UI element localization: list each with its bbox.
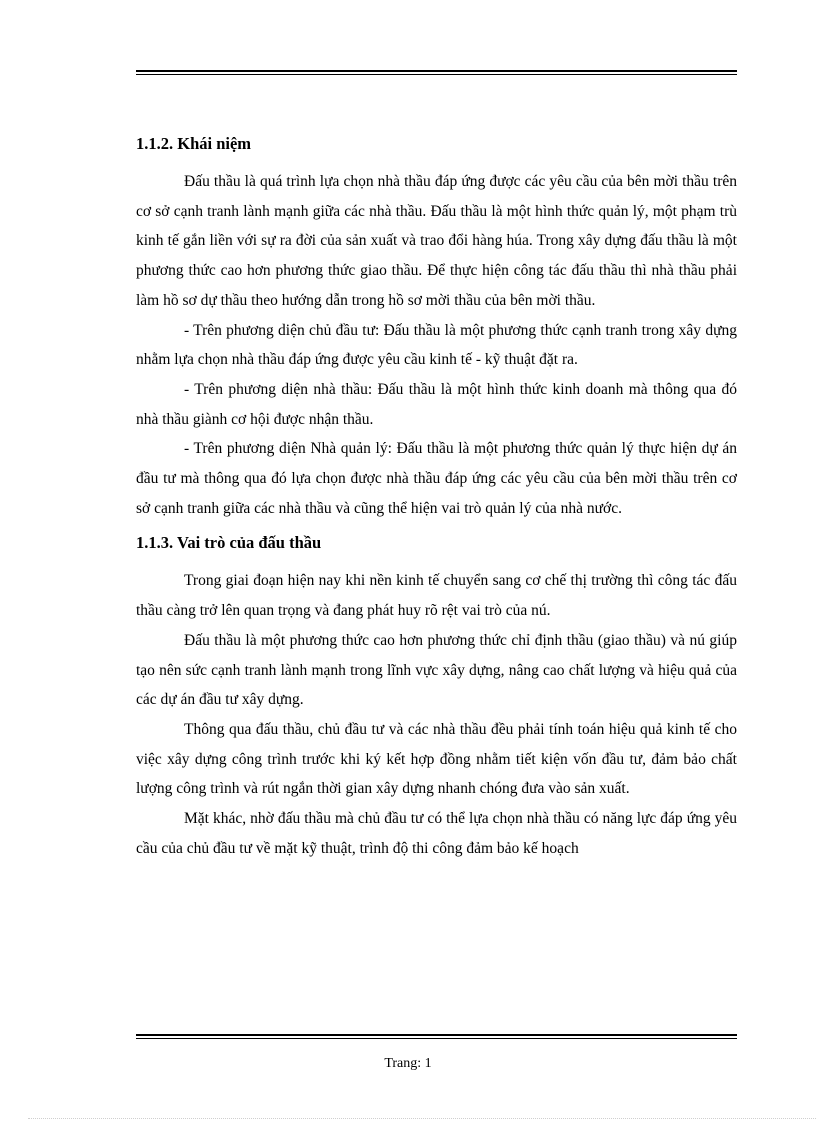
paragraph: Trong giai đoạn hiện nay khi nền kinh tế chuyển sang cơ chế thị trường thì công tác đấu thầu càng trở lên quan trọng và đang phát huy rõ rệt vai trò của nú. (136, 572, 737, 620)
paragraph: - Trên phương diện nhà thầu: Đấu thầu là một hình thức kinh doanh mà thông qua đó nhà thầu giành cơ hội được nhận thầu. (136, 380, 737, 428)
section-heading-vai-tro: 1.1.3. Vai trò của đấu thầu (136, 533, 322, 553)
document-body (136, 128, 737, 863)
header-double-rule (136, 70, 737, 75)
paragraph: Đấu thầu là một phương thức cao hơn phương thức chỉ định thầu (giao thầu) và nú giúp tạo nên sức cạnh tranh lành mạnh trong lĩnh vực xây dựng, nâng cao chất lượng và hiệu quả của các dự án đầu tư xây dựng. (136, 631, 737, 709)
paragraph: Mặt khác, nhờ đấu thầu mà chủ đầu tư có thể lựa chọn nhà thầu có năng lực đáp ứng yêu cầu của chủ đầu tư về mặt kỹ thuật, trình độ thi công đảm bảo kế hoạch (136, 810, 737, 857)
footer-double-rule (136, 1034, 737, 1039)
paragraph: - Trên phương diện chủ đầu tư: Đấu thầu là một phương thức cạnh tranh trong xây dựng nhằm lựa chọn nhà thầu đáp ứng được yêu cầu kinh tế - kỹ thuật đặt ra. (136, 321, 737, 369)
paragraph: Thông qua đấu thầu, chủ đầu tư và các nhà thầu đều phải tính toán hiệu quả kinh tế cho việc xây dựng công trình trước khi ký kết hợp đồng nhằm tiết kiện vốn đầu tư, đảm bảo chất lượng công trình và rút ngắn thời gian xây dựng nhanh chóng đưa vào sản xuất. (136, 720, 737, 798)
paragraph: - Trên phương diện Nhà quản lý: Đấu thầu là một phương thức quản lý thực hiện dự án đầu tư mà thông qua đó lựa chọn được nhà thầu đáp ứng các yêu cầu của bên mời thầu trên cơ sở cạnh tranh giữa các nhà thầu và cũng thể hiện vai trò quản lý của nhà nước. (136, 440, 737, 517)
page-edge-divider (28, 1118, 816, 1119)
paragraph: Đấu thầu là quá trình lựa chọn nhà thầu đáp ứng được các yêu cầu của bên mời thầu trên cơ sở cạnh tranh lành mạnh giữa các nhà thầu. Đấu thầu là một hình thức quản lý, một phạm trù kinh tế gắn liền với sự ra đời của sản xuất và trao đổi hàng húa. Trong xây dựng đấu thầu là một phương thức cao hơn phương thức giao thầu. Để thực hiện công tác đấu thầu thì nhà thầu phải làm hồ sơ dự thầu theo hướng dẫn trong hồ sơ mời thầu của bên mời thầu. (136, 173, 737, 309)
page-number: Trang: 1 (384, 1056, 432, 1071)
section-heading-khai-niem: 1.1.2. Khái niệm (136, 134, 252, 153)
